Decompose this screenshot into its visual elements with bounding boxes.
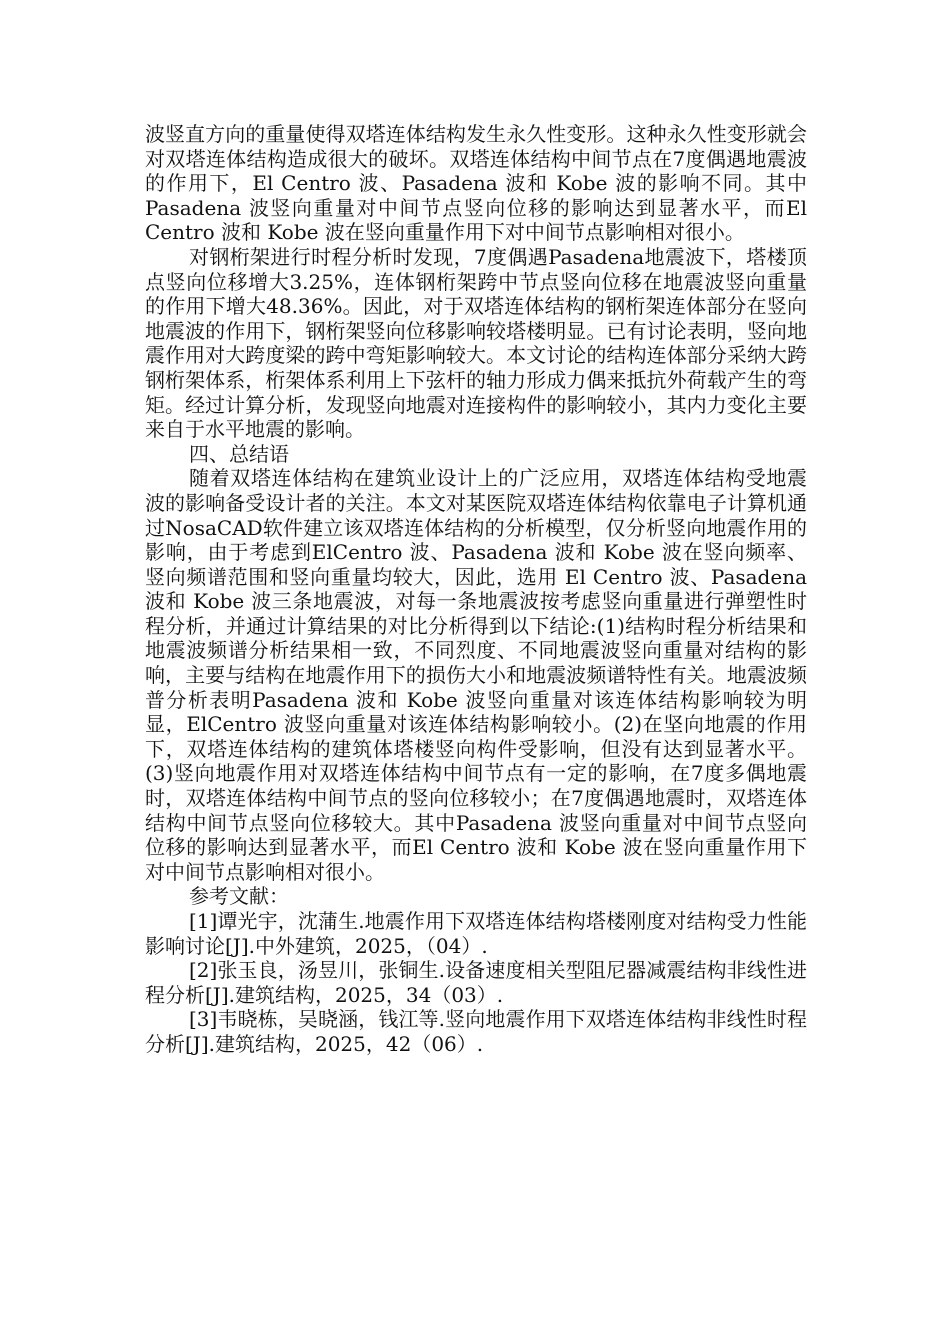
body-paragraph: 对钢桁架进行时程分析时发现，7度偶遇Pasadena地震波下，塔楼顶点竖向位移增大3.25%，连体钢桁架跨中节点竖向位移在地震波竖向重量的作用下增大48.36%。因此，对于双塔连体结构的钢桁架连体部分在竖向地震波的作用下，钢桁架竖向位移影响较塔楼明显。已有讨论表明，竖向地震作用对大跨度梁的跨中弯矩影响较大。本文讨论的结构连体部分采纳大跨钢桁架体系，桁架体系利用上下弦杆的轴力形成力偶来抵抗外荷载产生的弯矩。经过计算分析，发现竖向地震对连接构件的影响较小，其内力变化主要来自于水平地震的影响。: [145, 244, 807, 442]
document-body: [145, 122, 807, 1057]
reference-item: [1]谭光宇，沈蒲生.地震作用下双塔连体结构塔楼刚度对结构受力性能影响讨论[J].中外建筑，2025，（04）.: [145, 909, 807, 958]
section-heading: 四、总结语: [189, 441, 289, 466]
reference-item: [2]张玉良，汤昱川，张铜生.设备速度相关型阻尼器减震结构非线性进程分析[J].建筑结构，2025，34（03）.: [145, 958, 807, 1007]
reference-item: [3]韦晓栋，吴晓涵，钱江等.竖向地震作用下双塔连体结构非线性时程分析[J].建筑结构，2025，42（06）.: [145, 1007, 807, 1056]
body-paragraph: 波竖直方向的重量使得双塔连体结构发生永久性变形。这种永久性变形就会对双塔连体结构造成很大的破坏。双塔连体结构中间节点在7度偶遇地震波的作用下，El Centro 波、Pasadena 波和 Kobe 波的影响不同。其中Pasadena 波竖向重量对中间节点竖向位移的影响达到显著水平，而El Centro 波和 Kobe 波在竖向重量作用下对中间节点影响相对很小。: [145, 122, 807, 245]
references-heading: 参考文献：: [189, 884, 289, 909]
body-paragraph: 随着双塔连体结构在建筑业设计上的广泛应用，双塔连体结构受地震波的影响备受设计者的关注。本文对某医院双塔连体结构依靠电子计算机通过NosaCAD软件建立该双塔连体结构的分析模型，仅分析竖向地震作用的影响，由于考虑到ElCentro 波、Pasadena 波和 Kobe 波在竖向频率、竖向频谱范围和竖向重量均较大，因此，选用 El Centro 波、Pasadena 波和 Kobe 波三条地震波，对每一条地震波按考虑竖向重量进行弹塑性时程分析，并通过计算结果的对比分析得到以下结论:(1)结构时程分析结果和地震波频谱分析结果相一致，不同烈度、不同地震波竖向重量对结构的影响，主要与结构在地震作用下的损伤大小和地震波频谱特性有关。地震波频普分析表明Pasadena 波和 Kobe 波竖向重量对该连体结构影响较为明显，ElCentro 波竖向重量对该连体结构影响较小。(2)在坚向地震的作用下，双塔连体结构的建筑体塔楼竖向构件受影响，但没有达到显著水平。 (3)竖向地震作用对双塔连体结构中间节点有一定的影响，在7度多偶地震时，双塔连体结构中间节点的竖向位移较小；在7度偶遇地震时，双塔连体结构中间节点竖向位移较大。其中Pasadena 波竖向重量对中间节点竖向位移的影响达到显著水平，而El Centro 波和 Kobe 波在竖向重量作用下对中间节点影响相对很小。: [145, 466, 807, 884]
